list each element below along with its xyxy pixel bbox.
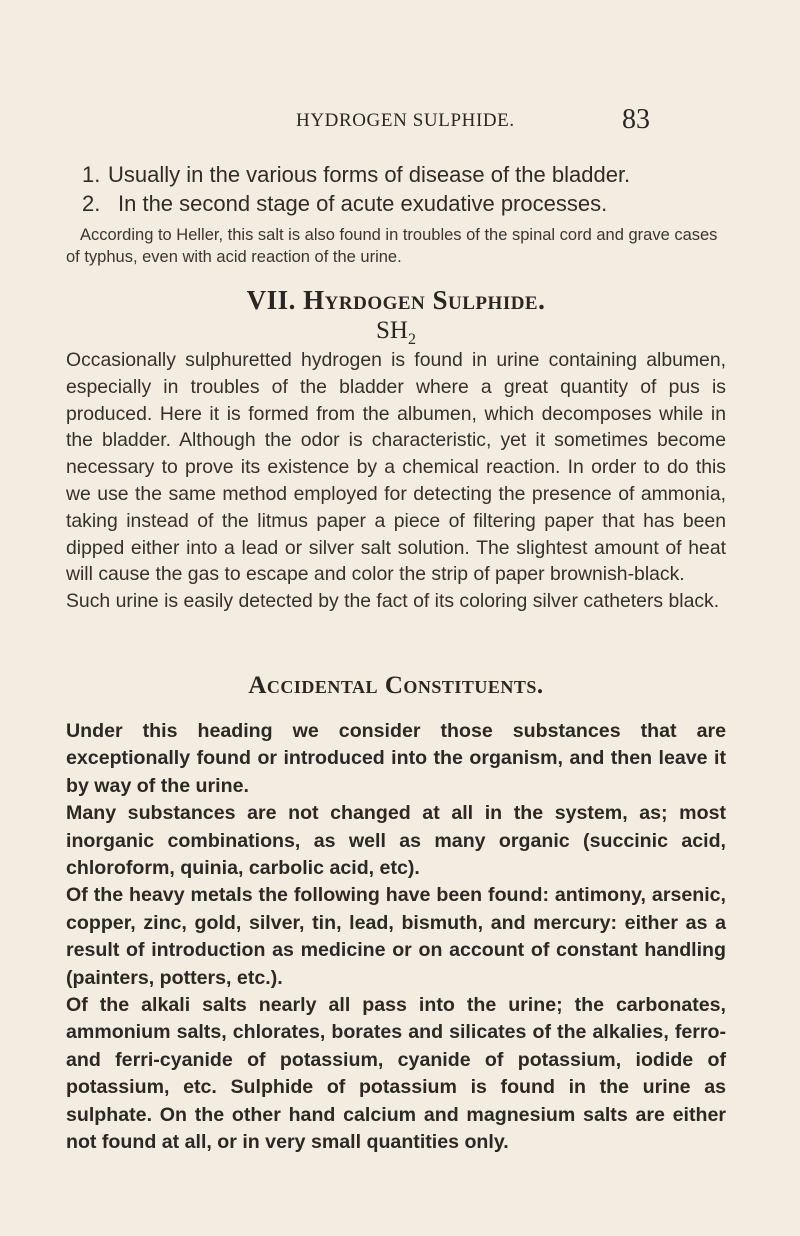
- section-vii: [66, 285, 726, 355]
- paragraph: Such urine is easily detected by the fact of its coloring silver catheters black.: [66, 590, 720, 613]
- section-heading: VII. Hyrdogen Sulphide.: [246, 285, 546, 315]
- paragraph: Occasionally sulphuretted hydrogen is found in urine containing albumen, especially in troubles of the bladder where a great quantity of pus is produced. Here it is formed from the albumen, which decomposes while in the bladder. Although the odor is characteristic, yet it sometimes become necessary to prove its existence by a chemical reaction. In order to do this we use the same method employed for detecting the presence of ammonia, taking instead of the litmus paper a piece of filtering paper that has been dipped either into a lead or silver salt solution. The slightest amount of heat will cause the gas to escape and color the strip of paper brownish-black.: [66, 349, 726, 586]
- section-heading: Accidental Constituents.: [248, 672, 544, 699]
- paragraph: Of the alkali salts nearly all pass into the urine; the carbonates, ammonium salts, chlorates, borates and silicates of the alkalies, ferro- and ferri-cyanide of potassium, cyanide of potassium, iodide of potassium, etc. Sulphide of potassium is found in the urine as sulphate. On the other hand calcium and magnesium salts are either not found at all, or in very small quantities only.: [66, 994, 726, 1154]
- list-item: 1. Usually in the various forms of disease of the bladder.: [82, 162, 631, 187]
- paragraph: Under this heading we consider those substances that are exceptionally found or introduced into the organism, and then leave it by way of the urine.: [66, 720, 726, 797]
- list-item: 2. In the second stage of acute exudative processes.: [82, 191, 608, 216]
- running-title: HYDROGEN SULPHIDE.: [296, 110, 515, 131]
- accidental-section: [66, 672, 726, 700]
- numbered-list: [66, 160, 726, 268]
- accidental-text: [66, 718, 726, 1157]
- section-vii-text: [66, 347, 726, 615]
- paragraph: Many substances are not changed at all in the system, as; most inorganic combinations, as well as many organic (succinic acid, chloroform, quinia, carbolic acid, etc).: [66, 802, 726, 880]
- page-number: 83: [622, 104, 650, 135]
- chemical-formula: $SH_2$: [376, 317, 416, 348]
- paragraph: Of the heavy metals the following have been found: antimony, arsenic, copper, zinc, gold, silver, tin, lead, bismuth, and mercury: either as a result of introduction as medicine or on account of constant handling (painters, potters, etc.).: [66, 884, 726, 989]
- heller-note: According to Heller, this salt is also found in troubles of the spinal cord and grave cases of typhus, even with acid reaction of the urine.: [66, 226, 718, 266]
